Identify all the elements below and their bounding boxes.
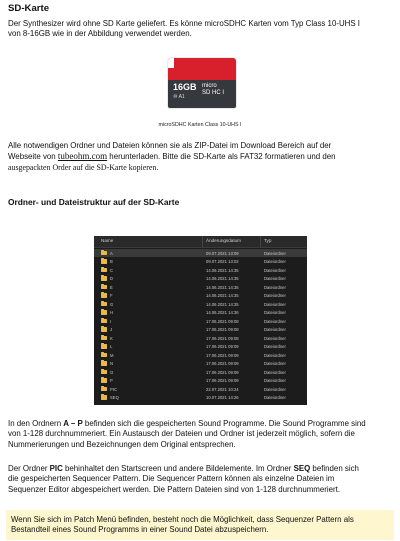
table-row[interactable] xyxy=(94,275,307,283)
row-date: 17.06.2021 09:09 xyxy=(206,378,239,383)
column-name-header: Name xyxy=(101,238,114,243)
download-paragraph: Alle notwendigen Ordner und Dateien können sie als ZIP-Datei im Download Bereich auf der Webseite von tubeohm.com herunterladen. Bitte die SD-Karte als FAT32 formatieren und den ausgepackten Order auf die SD-Karte kopieren. xyxy=(8,141,336,172)
row-date: 17.06.2021 09:08 xyxy=(206,327,239,332)
table-row[interactable] xyxy=(94,385,307,393)
row-date: 09.07.2021 13:09 xyxy=(206,250,239,256)
folder-icon xyxy=(101,319,107,324)
row-date: 14.06.2021 14:35 xyxy=(206,284,239,290)
sd-card-image xyxy=(168,58,236,108)
folder-icon xyxy=(101,251,107,256)
folder-icon xyxy=(101,302,107,307)
sd-card-capacity: 16GB xyxy=(173,82,197,92)
folders-paragraph: In den Ordnern A – P befinden sich die gespeicherten Sound Programme. Die Sound Programme sind von 1-128 durchnummeriert. Ein Austausch der Dateien und Ordner ist jederzeit möglich, sofern die Nummerierungen und Bezeichnungen dem Original entsprechen. xyxy=(8,419,366,449)
table-row[interactable] xyxy=(94,258,307,266)
row-name: N xyxy=(110,361,114,366)
row-date: 17.06.2021 09:08 xyxy=(206,335,239,341)
folder-icon xyxy=(101,361,107,366)
table-row[interactable] xyxy=(94,351,307,359)
column-date-header: Änderungsdatum xyxy=(206,238,241,243)
folder-icon xyxy=(101,336,107,341)
row-date: 14.06.2021 14:35 xyxy=(206,276,239,281)
row-date: 17.06.2021 09:09 xyxy=(206,344,239,349)
row-type: Dateiordner xyxy=(264,344,286,349)
table-row[interactable] xyxy=(94,394,307,402)
row-date: 14.06.2021 14:35 xyxy=(206,301,239,307)
intro-paragraph xyxy=(8,19,396,40)
folder-icon xyxy=(101,259,107,264)
folder-icon xyxy=(101,327,107,332)
row-name: M xyxy=(110,352,114,358)
section-title: Ordner- und Dateistruktur auf der SD-Karte xyxy=(8,197,180,207)
folder-icon xyxy=(101,344,107,349)
folder-icon xyxy=(101,276,107,281)
folder-icon xyxy=(101,293,107,298)
row-name: B xyxy=(110,259,113,264)
folder-icon xyxy=(101,353,107,358)
sd-card-logo: micro SD HC I xyxy=(202,83,225,96)
row-type: Dateiordner xyxy=(264,276,286,281)
row-type: Dateiordner xyxy=(264,301,286,307)
intro-line-1: Der Synthesizer wird ohne SD Karte geliefert. Es könne microSDHC Karten vom Typ Class 10-UHS I xyxy=(8,19,360,28)
row-type: Dateiordner xyxy=(264,310,286,315)
table-row[interactable] xyxy=(94,326,307,334)
row-date: 14.06.2021 14:36 xyxy=(206,310,239,315)
row-name: J xyxy=(110,327,113,332)
explorer-header xyxy=(94,236,307,248)
row-type: Dateiordner xyxy=(264,369,286,375)
row-date: 14.06.2021 14:35 xyxy=(206,293,239,298)
row-date: 17.06.2021 09:09 xyxy=(206,352,239,358)
note-line-1: Wenn Sie sich im Patch Menü befinden, besteht noch die Möglichkeit, dass Sequenzer Pattern als xyxy=(11,515,354,524)
row-name: O xyxy=(110,369,114,375)
row-date: 17.06.2021 09:09 xyxy=(206,361,239,366)
note-line-2: Bestandteil eines Sound Programms in einer Sound Datei abzuspeichern. xyxy=(11,525,269,535)
row-type: Dateiordner xyxy=(264,386,286,392)
page-title: SD-Karte xyxy=(8,3,50,14)
table-row[interactable] xyxy=(94,292,307,300)
folder-icon xyxy=(101,378,107,383)
intro-line-2: von 8-16GB wie in der Abbildung verwendet werden. xyxy=(8,29,192,39)
row-name: E xyxy=(110,284,113,290)
pic-seq-paragraph: Der Ordner PIC behinhaltet den Startscreen und andere Bildelemente. Im Ordner SEQ befinden sich die gespeicherten Sequencer Pattern. Die Sequencer Pattern können als einzelne Dateien im Sequenzer Editor abgespeichert werden. Die Pattern Dateien sind von 1-128 durchnummeriert. xyxy=(8,464,359,494)
row-type: Dateiordner xyxy=(264,293,286,298)
row-date: 14.06.2021 14:35 xyxy=(206,267,239,273)
table-row[interactable] xyxy=(94,249,307,257)
table-row[interactable] xyxy=(94,343,307,351)
row-name: A xyxy=(110,250,113,256)
row-type: Dateiordner xyxy=(264,250,286,256)
info-note-box xyxy=(6,510,394,540)
folder-icon xyxy=(101,387,107,392)
row-name: I xyxy=(110,318,112,324)
row-type: Dateiordner xyxy=(264,318,286,324)
folder-icon xyxy=(101,285,107,290)
row-name: L xyxy=(110,344,113,349)
row-type: Dateiordner xyxy=(264,267,286,273)
row-type: Dateiordner xyxy=(264,378,286,383)
row-name: P xyxy=(110,378,113,383)
table-row[interactable] xyxy=(94,300,307,308)
folder-icon xyxy=(101,310,107,315)
sd-card-class-mark: ⑩ A1 xyxy=(173,94,185,100)
row-date: 22.07.2021 10:24 xyxy=(206,386,239,392)
row-type: Dateiordner xyxy=(264,352,286,358)
folder-icon xyxy=(101,370,107,375)
row-name: K xyxy=(110,335,113,341)
row-type: Dateiordner xyxy=(264,395,286,400)
row-date: 17.06.2021 09:09 xyxy=(206,369,239,375)
folder-icon xyxy=(101,268,107,273)
table-row[interactable] xyxy=(94,317,307,325)
row-name: H xyxy=(110,310,114,315)
row-date: 17.06.2021 09:08 xyxy=(206,318,239,324)
row-type: Dateiordner xyxy=(264,284,286,290)
row-type: Dateiordner xyxy=(264,327,286,332)
table-row[interactable] xyxy=(94,283,307,291)
row-type: Dateiordner xyxy=(264,259,286,264)
row-name: PIC xyxy=(110,386,117,392)
table-row[interactable] xyxy=(94,309,307,317)
table-row[interactable] xyxy=(94,377,307,385)
table-row[interactable] xyxy=(94,266,307,274)
table-row[interactable] xyxy=(94,334,307,342)
row-name: F xyxy=(110,293,113,298)
row-name: D xyxy=(110,276,114,281)
row-name: C xyxy=(110,267,114,273)
row-date: 10.07.2021 14:26 xyxy=(206,395,239,400)
file-explorer-screenshot xyxy=(94,236,307,405)
column-type-header: Typ xyxy=(264,238,272,243)
folder-icon xyxy=(101,395,107,400)
table-row[interactable] xyxy=(94,368,307,376)
tubeohm-link[interactable]: tubeohm.com xyxy=(57,151,108,162)
row-date: 09.07.2021 13:02 xyxy=(206,259,239,264)
row-type: Dateiordner xyxy=(264,335,286,341)
row-name: SEQ xyxy=(110,395,119,400)
sd-card-caption: microSDHC Karten Class 10-UHS I xyxy=(158,122,242,128)
row-type: Dateiordner xyxy=(264,361,286,366)
row-name: G xyxy=(110,301,114,307)
table-row[interactable] xyxy=(94,360,307,368)
